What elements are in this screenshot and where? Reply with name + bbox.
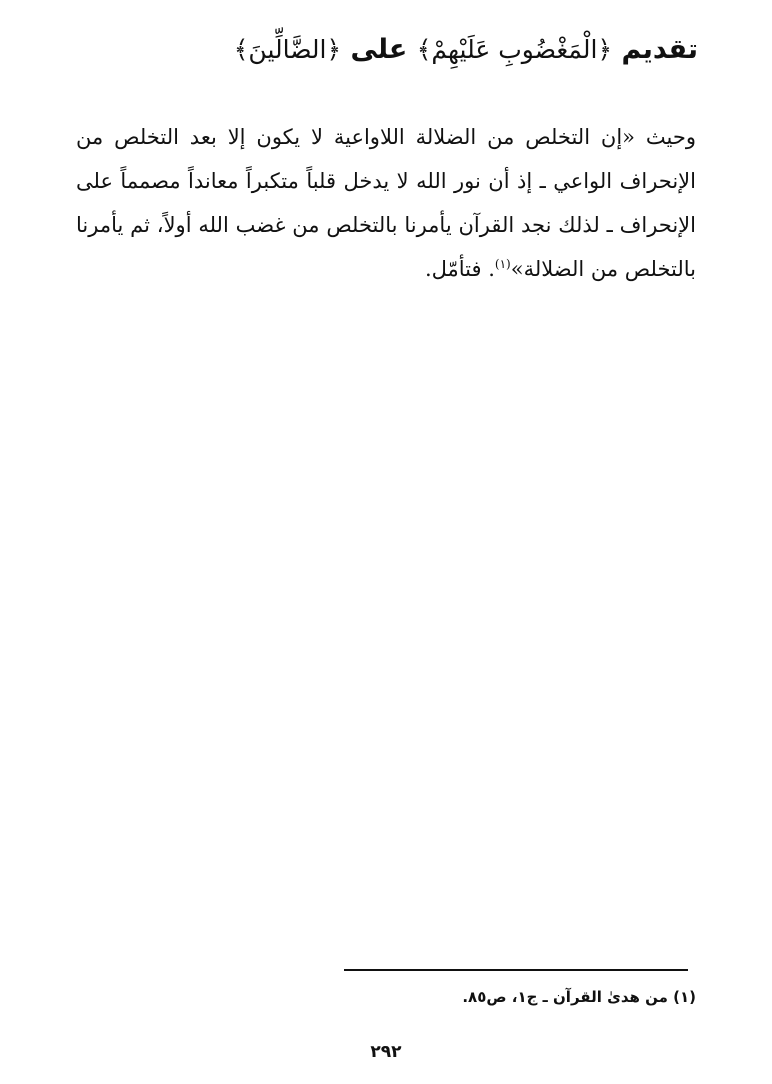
paragraph-text: وحيث «إن التخلص من الضلالة اللاواعية لا يكون إلا بعد التخلص من الإنحراف الواعي ـ إذ أن نور الله لا يدخل قلباً متكبراً معانداً مصمماً على الإنحراف ـ لذلك نجد القرآن يأمرنا بالتخلص من غضب الله أولاً، ثم يأمرنا بالتخلص من الضلالة» (76, 125, 696, 281)
footnote-reference: (١) (494, 257, 511, 271)
paragraph-closing: . فتأمّل. (424, 257, 495, 281)
footnote-divider (344, 969, 688, 971)
running-header (58, 30, 698, 70)
header-quran-quote-1: ﴿الْمَغْضُوبِ عَلَيْهِمْ﴾ (416, 35, 613, 64)
body-paragraph (76, 115, 696, 291)
header-connector: على (350, 34, 408, 65)
page-number: ٢٩٢ (370, 1042, 402, 1062)
header-title-prefix: تقديم (621, 34, 698, 65)
footnote: (١) من هدىٰ القرآن ـ ج١، ص٨٥. (462, 988, 696, 1006)
header-quran-quote-2: ﴿الضَّالِّينَ﴾ (233, 35, 342, 64)
